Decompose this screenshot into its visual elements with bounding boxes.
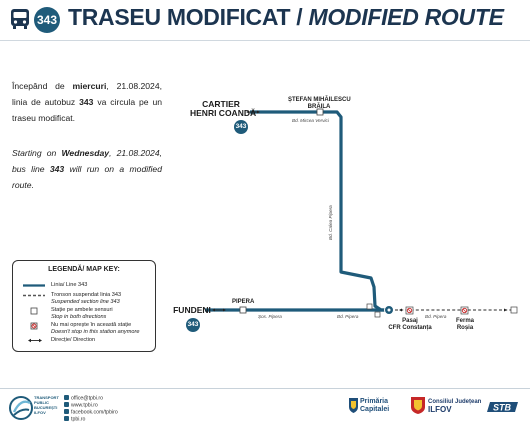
footer [0, 392, 530, 425]
legend-label-en: Doesn't stop in this station anymore [51, 329, 140, 335]
footer-divider [0, 388, 530, 389]
stop-marker [511, 307, 517, 313]
tpbi-name-line: TRANSPORT [34, 395, 59, 400]
intro-ro-day: miercuri [72, 81, 107, 91]
stop-label-pipera: PIPERA [232, 299, 255, 305]
street-label-sos-pipera: Șos. Pipera [258, 314, 282, 319]
tpbi-name-line: PUBLIC [34, 400, 49, 405]
line-number-badge: 343 [34, 7, 60, 33]
title-separator: / [290, 4, 309, 30]
legend-label-ro: Tronson suspendat linia 343 [51, 292, 122, 298]
title-en: MODIFIED ROUTE [308, 4, 504, 30]
street-label-bd-pipera: Bd. Pipera [337, 314, 359, 319]
legend-label: Direcție/ Direction [51, 337, 96, 343]
stb-logo [487, 400, 519, 414]
globe-icon [64, 402, 69, 407]
terminal-line-badge: 343 [186, 318, 200, 332]
stop-label-pasaj-cfr-constanta [388, 318, 432, 332]
stop-name-line1: Ferma [455, 318, 474, 324]
contact-email[interactable] [64, 395, 118, 402]
legend-label-ro: Stație pe ambele sensuri [51, 307, 113, 313]
stop-marker-pipera [240, 307, 246, 313]
contact-website-text: www.tpbi.ro [71, 402, 98, 409]
contact-website[interactable] [64, 402, 118, 409]
legend-title: LEGENDĂ/ MAP KEY: [48, 266, 120, 273]
route-line-343-upper [250, 112, 387, 310]
intro-en-line: 343 [49, 164, 65, 174]
contact-list [64, 395, 118, 423]
tpbi-name-line: BUCUREȘTI [34, 405, 58, 410]
contact-facebook-text: facebook.com/tpbiro [71, 409, 118, 416]
terminal-name-line1: CARTIER [202, 99, 240, 109]
intro-ro-part: Începând de [12, 81, 73, 91]
intro-ro-part: va circula pe un traseu modificat. [12, 97, 163, 123]
intro-en-part: Starting on [12, 148, 62, 158]
contact-email-text: office@tpbi.ro [71, 395, 103, 402]
stop-name-line2: Roșia [456, 325, 474, 331]
stop-marker [375, 312, 380, 317]
terminal-name-line2: HENRI COANDĂ [190, 108, 257, 118]
primaria-capitalei-logo [360, 398, 389, 414]
intro-ro-part: , 21.08.2024, linia de autobuz [12, 81, 162, 107]
stop-label-ferma-rosia [450, 318, 480, 332]
intro-en-part: , 21.08.2024, bus line [12, 148, 162, 174]
terminal-cartier-henri-coanda [190, 99, 257, 118]
street-label-mircea-vervici: Bd. Mircea Vervici [292, 118, 329, 123]
terminal-fundeni: FUNDENI [173, 305, 211, 315]
stop-label-stefan-mihailescu [288, 97, 350, 111]
pmb-line1: Primăria [360, 398, 389, 405]
email-icon [64, 395, 69, 400]
consiliul-judetean-ilfov-logo [428, 398, 481, 414]
globe-icon [64, 416, 69, 421]
tpbi-name-line: ILFOV [34, 410, 46, 415]
street-label-bd-pipera: Bd. Pipera [425, 314, 447, 319]
legend-label-en: Stop in both directions [51, 314, 107, 320]
stop-name-line2: CFR Constanța [388, 325, 432, 331]
intro-en-part: will run on a modified route. [12, 164, 162, 190]
legend-label: Linia/ Line 343 [51, 282, 88, 288]
tpbi-name [34, 395, 59, 415]
facebook-icon [64, 409, 69, 414]
no-stop-marker-pasaj [406, 307, 413, 314]
no-stop-marker-ferma-rosia [461, 307, 468, 314]
stop-name-line2: BRĂILA [307, 104, 331, 110]
primaria-capitalei-crest-icon [349, 398, 358, 413]
stb-logo-text: STB [493, 402, 511, 413]
intro-ro-line: 343 [79, 97, 94, 107]
contact-website-2[interactable] [64, 416, 118, 423]
turnaround-marker-center [388, 309, 391, 312]
pmb-line2: Capitalei [360, 406, 390, 413]
contact-facebook[interactable] [64, 409, 118, 416]
street-label-calea-pipera: Bd. Calea Pipera [328, 205, 333, 240]
legend-label-ro: Nu mai oprește în această stație [51, 322, 132, 328]
legend-label-en: Suspended section line 343 [51, 299, 120, 305]
cj-line1: Consiliul Județean [428, 399, 482, 405]
stop-name-line1: ȘTEFAN MIHĂILESCU [288, 97, 351, 103]
stop-marker [367, 304, 372, 309]
consiliul-judetean-ilfov-crest-icon [411, 397, 425, 414]
intro-en-day: Wednesday [61, 148, 110, 158]
stop-name-line1: Pasaj [402, 318, 418, 324]
title-ro: TRASEU MODIFICAT [68, 4, 291, 30]
contact-website-2-text: tpbi.ro [71, 416, 86, 423]
terminal-line-badge: 343 [234, 120, 248, 134]
cj-line2: ILFOV [428, 405, 452, 414]
